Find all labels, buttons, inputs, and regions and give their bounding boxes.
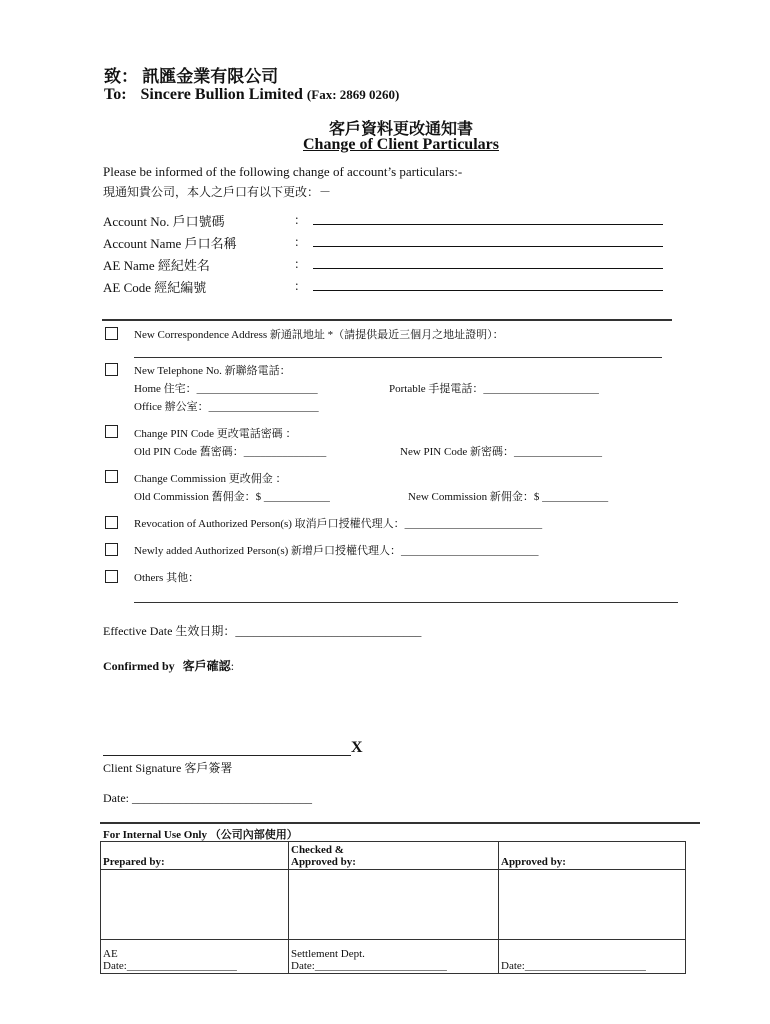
ae-label: AE (103, 948, 118, 960)
to-prefix: To: (104, 86, 127, 103)
account-no-line[interactable] (313, 224, 663, 225)
old-pin-field[interactable]: Old PIN Code 舊密碼：_______________ (134, 446, 327, 458)
settlement-label: Settlement Dept. (291, 948, 365, 960)
internal-use-heading: For Internal Use Only （公司內部使用） (103, 829, 298, 841)
others-checkbox[interactable] (105, 570, 118, 583)
signature-x-mark: X (351, 739, 363, 756)
table-row (101, 940, 686, 974)
address-option-label: New Correspondence Address 新通訊地址 *（請提供最近三個月之地址證明）： (134, 329, 504, 341)
field-label-account-name: Account Name 戶口名稱 (103, 236, 237, 251)
field-colon: ： (294, 235, 307, 249)
checked-label: Checked & (291, 844, 344, 856)
signature-line[interactable] (103, 755, 351, 756)
home-phone-field[interactable]: Home 住宅：______________________ (134, 383, 318, 395)
confirmed-by (103, 657, 234, 674)
portable-phone-field[interactable]: Portable 手提電話：_____________________ (389, 383, 599, 395)
prepared-by-header: Prepared by: (101, 842, 289, 870)
checked-approved-header (289, 842, 499, 870)
new-pin-field[interactable]: New PIN Code 新密碼：________________ (400, 446, 602, 458)
field-colon: ： (294, 279, 307, 293)
address-line[interactable] (134, 357, 662, 358)
address-checkbox[interactable] (105, 327, 118, 340)
table-row (101, 870, 686, 940)
settlement-date-cell[interactable] (289, 940, 499, 974)
revocation-option-label: Revocation of Authorized Person(s) 取消戶口授權代理人：_________________________ (134, 518, 543, 530)
checked-signature-cell[interactable] (289, 870, 499, 940)
section-divider (102, 319, 672, 321)
office-phone-field[interactable]: Office 辦公室：____________________ (134, 401, 319, 413)
others-option-label: Others 其他： (134, 572, 200, 584)
intro-en: Please be informed of the following change of account’s particulars:- (103, 164, 463, 179)
ae-name-line[interactable] (313, 268, 663, 269)
approved-by-label: Approved by: (291, 856, 356, 868)
commission-option-label: Change Commission 更改佣金 ： (134, 473, 287, 485)
commission-checkbox[interactable] (105, 470, 118, 483)
new-commission-field[interactable]: New Commission 新佣金：$ ____________ (408, 491, 609, 503)
field-label-account-no: Account No. 戶口號碼 (103, 214, 225, 229)
recipient-cn: 致： 訊匯金業有限公司 (104, 67, 279, 86)
old-commission-field[interactable]: Old Commission 舊佣金：$ ____________ (134, 491, 330, 503)
internal-divider (100, 822, 700, 824)
confirmed-by-cn: 客戶確認 (182, 659, 231, 673)
settlement-date-field[interactable]: Date:________________________ (291, 960, 447, 972)
title-en: Change of Client Particulars (303, 136, 499, 153)
approved-date-field[interactable]: Date:______________________ (501, 960, 646, 972)
ae-code-line[interactable] (313, 290, 663, 291)
effective-date-field[interactable]: Effective Date 生效日期：_______________________________ (103, 624, 422, 638)
approved-signature-cell[interactable] (499, 870, 686, 940)
fax-number: (Fax: 2869 0260) (306, 87, 400, 102)
title-cn: 客戶資料更改通知書 (328, 121, 473, 138)
telephone-option-label: New Telephone No. 新聯絡電話： (134, 365, 291, 377)
intro-cn: 現通知貴公司，本人之戶口有以下更改：－ (103, 185, 332, 199)
revocation-checkbox[interactable] (105, 516, 118, 529)
new-authorized-option-label: Newly added Authorized Person(s) 新增戶口授權代理人：_________________________ (134, 545, 539, 557)
company-name: Sincere Bullion Limited (140, 86, 303, 103)
table-row (101, 842, 686, 870)
confirmed-by-en: Confirmed by (103, 659, 175, 673)
account-name-line[interactable] (313, 246, 663, 247)
prepared-by-signature-cell[interactable] (101, 870, 289, 940)
confirmed-by-colon: : (230, 659, 235, 673)
pin-checkbox[interactable] (105, 425, 118, 438)
ae-date-field[interactable]: Date:____________________ (103, 960, 237, 972)
approved-by-header: Approved by: (499, 842, 686, 870)
field-colon: ： (294, 213, 307, 227)
field-label-ae-code: AE Code 經紀編號 (103, 280, 207, 295)
ae-date-cell[interactable] (101, 940, 289, 974)
internal-use-table (100, 841, 686, 974)
recipient-en (104, 86, 399, 104)
field-colon: ： (294, 257, 307, 271)
telephone-checkbox[interactable] (105, 363, 118, 376)
others-line[interactable] (134, 602, 678, 603)
field-label-ae-name: AE Name 經紀姓名 (103, 258, 210, 273)
approved-date-cell[interactable] (499, 940, 686, 974)
pin-option-label: Change PIN Code 更改電話密碼 ： (134, 428, 297, 440)
client-signature-label: Client Signature 客戶簽署 (103, 761, 233, 775)
signature-date-field[interactable]: Date: ______________________________ (103, 791, 312, 805)
new-authorized-checkbox[interactable] (105, 543, 118, 556)
